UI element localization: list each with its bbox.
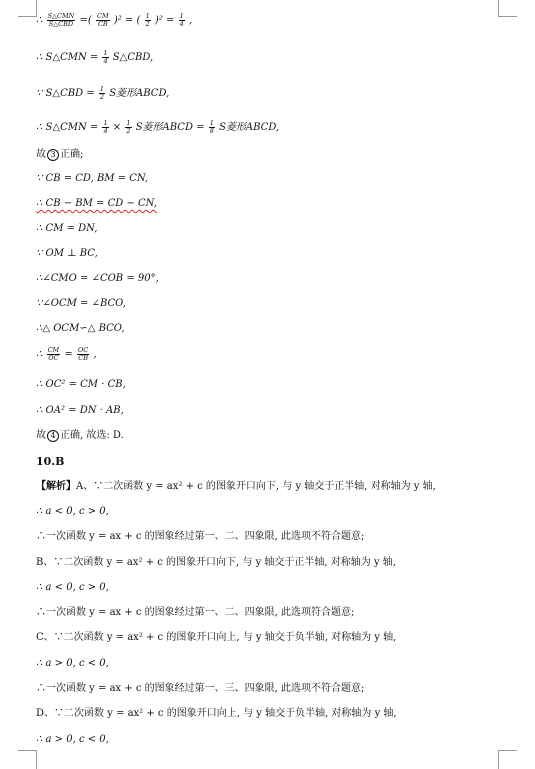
numerator: S△CMN bbox=[47, 12, 75, 20]
numerator: CM bbox=[97, 12, 109, 20]
formula-s-cmn-rhombus bbox=[36, 120, 515, 135]
fraction bbox=[102, 50, 108, 65]
fraction bbox=[179, 13, 185, 28]
fraction bbox=[125, 120, 131, 135]
text-segment: ∴ CB − BM = CD − CN, bbox=[36, 198, 157, 209]
numerator: 1 bbox=[126, 119, 131, 127]
crop-mark-top-left bbox=[18, 0, 37, 17]
proof-line: ∴∠CMO = ∠COB = 90°, bbox=[36, 273, 159, 284]
analysis-line: ∴一次函数 y = ax + c 的图象经过第一、二、四象限, 此选项符合题意; bbox=[36, 607, 355, 618]
formula-area-ratio bbox=[36, 13, 515, 28]
proof-line: ∴ OA² = DN · AB, bbox=[36, 405, 124, 416]
text-segment: ∴ S△CMN = bbox=[36, 52, 99, 63]
text-segment: A、∵二次函数 y = ax² + c 的图象开口向下, 与 y 轴交于正半轴, 对称轴为 y 轴, bbox=[76, 481, 436, 492]
denominator: CB bbox=[97, 20, 108, 28]
fraction bbox=[145, 13, 151, 28]
denominator: OC bbox=[48, 354, 59, 362]
fraction bbox=[77, 347, 89, 362]
text-segment: S菱形ABCD, bbox=[219, 122, 280, 133]
analysis-line: D、∵二次函数 y = ax² + c 的图象开口向上, 与 y 轴交于负半轴, 对称轴为 y 轴, bbox=[36, 708, 397, 719]
text-segment: )² = bbox=[154, 15, 175, 26]
analysis-line: ∴ a < 0, c > 0, bbox=[36, 582, 109, 593]
denominator: 4 bbox=[179, 20, 184, 28]
proof-line: ∴△ OCM∽△ BCO, bbox=[36, 323, 125, 334]
text-segment: = bbox=[64, 349, 73, 360]
analysis-tag: 【解析】 bbox=[36, 481, 76, 492]
numerator: 1 bbox=[103, 49, 108, 57]
analysis-line: ∴ a > 0, c < 0, bbox=[36, 734, 109, 745]
analysis-line: ∴一次函数 y = ax + c 的图象经过第一、三、四象限, 此选项不符合题意; bbox=[36, 683, 365, 694]
numerator: 1 bbox=[209, 119, 214, 127]
fraction bbox=[102, 120, 108, 135]
numerator: OC bbox=[77, 346, 89, 354]
formula-s-cbd bbox=[36, 86, 515, 101]
proof-line bbox=[36, 197, 515, 211]
text-segment: 故 bbox=[36, 149, 46, 160]
text-segment: , bbox=[93, 349, 97, 360]
denominator: S△CBD bbox=[48, 20, 74, 28]
conclusion-4-correct bbox=[36, 429, 515, 443]
proof-line: ∴ OC² = CM · CB, bbox=[36, 379, 126, 390]
text-segment: 正确; bbox=[60, 149, 84, 160]
fraction bbox=[209, 120, 215, 135]
analysis-line: C、∵二次函数 y = ax² + c 的图象开口向上, 与 y 轴交于负半轴, 对称轴为 y 轴, bbox=[36, 632, 397, 643]
proof-line: ∵ OM ⊥ BC, bbox=[36, 248, 98, 259]
analysis-line: ∴ a < 0, c > 0, bbox=[36, 506, 109, 517]
numerator: 1 bbox=[103, 119, 108, 127]
text-segment: =( bbox=[79, 15, 92, 26]
text-segment: ∵ S△CBD = bbox=[36, 88, 95, 99]
text-segment: S△CBD, bbox=[112, 52, 154, 63]
denominator: 8 bbox=[209, 127, 214, 135]
analysis-line: B、∵二次函数 y = ax² + c 的图象开口向下, 与 y 轴交于正半轴, 对称轴为 y 轴, bbox=[36, 557, 396, 568]
denominator: 2 bbox=[126, 127, 131, 135]
denominator: 4 bbox=[103, 57, 108, 65]
fraction bbox=[96, 13, 110, 28]
text-segment: )² = ( bbox=[113, 15, 141, 26]
analysis-line: ∴一次函数 y = ax + c 的图象经过第一、二、四象限, 此选项不符合题意; bbox=[36, 531, 365, 542]
denominator: 2 bbox=[99, 93, 104, 101]
analysis-line bbox=[36, 480, 515, 494]
denominator: CB bbox=[78, 354, 88, 362]
question-number bbox=[36, 455, 515, 470]
fraction bbox=[47, 347, 61, 362]
analysis-line: ∴ a > 0, c < 0, bbox=[36, 658, 109, 669]
crop-mark-bottom-left bbox=[18, 750, 37, 769]
formula-s-cmn bbox=[36, 50, 515, 65]
fraction bbox=[99, 86, 105, 101]
formula-ratio bbox=[36, 347, 515, 362]
fraction bbox=[47, 13, 76, 28]
text-segment: S菱形ABCD = bbox=[135, 122, 205, 133]
text-segment: 故 bbox=[36, 430, 46, 441]
therefore-symbol: ∴ bbox=[36, 349, 43, 360]
numerator: 1 bbox=[99, 85, 104, 93]
therefore-symbol: ∴ bbox=[36, 15, 43, 26]
denominator: 2 bbox=[145, 20, 150, 28]
times-symbol: × bbox=[112, 122, 122, 133]
crop-mark-bottom-right bbox=[498, 750, 517, 769]
numerator: 1 bbox=[179, 12, 184, 20]
text-segment: ∴ S△CMN = bbox=[36, 122, 99, 133]
proof-line: ∴ CM = DN, bbox=[36, 223, 98, 234]
numerator: CM bbox=[47, 346, 60, 354]
text-segment: 正确, 故选: D. bbox=[60, 430, 124, 441]
denominator: 4 bbox=[103, 127, 108, 135]
text-segment: , bbox=[188, 15, 193, 26]
numerator: 1 bbox=[145, 12, 150, 20]
question-label: 10.B bbox=[36, 455, 65, 468]
proof-line: ∵∠OCM = ∠BCO, bbox=[36, 298, 126, 309]
circled-number: 4 bbox=[47, 430, 59, 442]
circled-number: 3 bbox=[47, 149, 59, 161]
proof-line: ∵ CB = CD, BM = CN, bbox=[36, 173, 149, 184]
conclusion-3-correct bbox=[36, 148, 515, 162]
text-segment: S菱形ABCD, bbox=[109, 88, 170, 99]
